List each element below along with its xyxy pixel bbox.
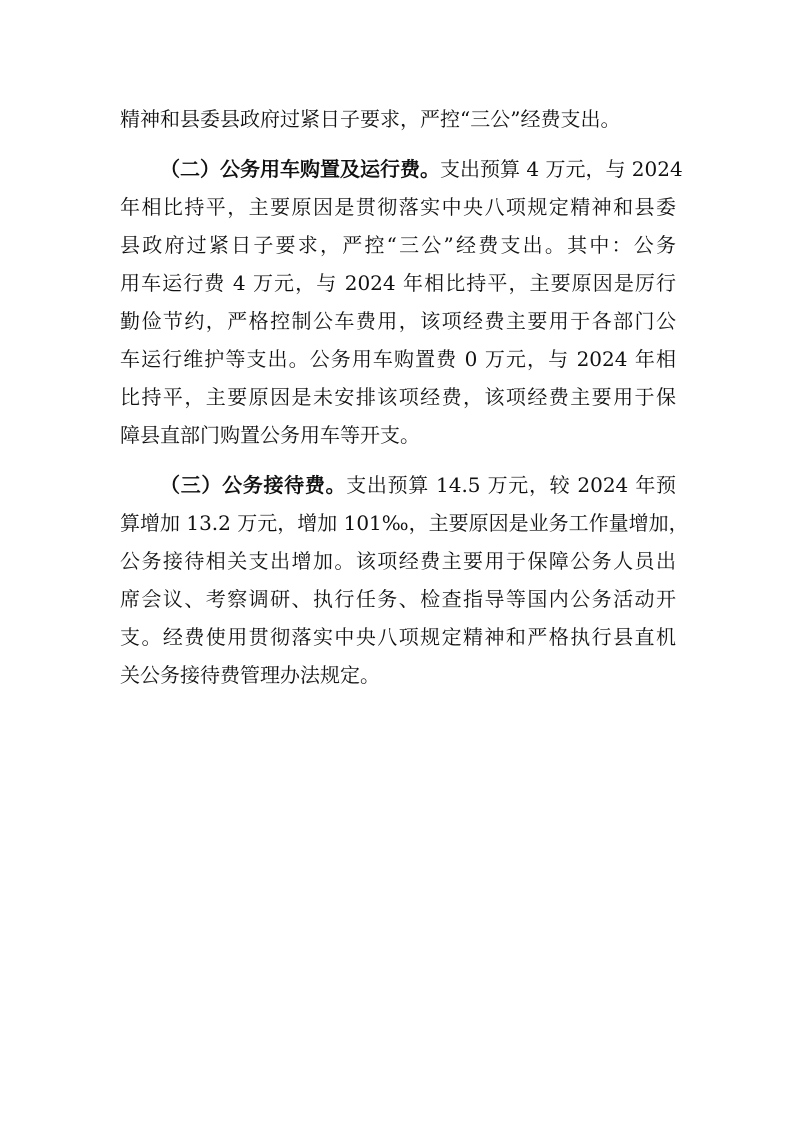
text-line: 比持平，主要原因是未安排该项经费，该项经费主要用于保 — [120, 385, 676, 409]
section-heading-3: （三）公务接待费。 — [160, 473, 347, 497]
text-line: 县政府过紧日子要求，严控“三公”经费支出。其中：公务 — [120, 233, 676, 257]
paragraph-1 — [120, 100, 676, 138]
text-line: 障县直部门购置公务用车等开支。 — [120, 423, 420, 447]
document-page — [120, 100, 689, 694]
text-span: 支出预算 14.5 万元，较 2024 年预 — [346, 473, 677, 497]
text-line: 关公务接待费管理办法规定。 — [120, 663, 380, 687]
text-line: 精神和县委县政府过紧日子要求，严控“三公”经费支出。 — [120, 107, 621, 131]
paragraph-gap — [120, 454, 676, 466]
section-heading-2: （二）公务用车购置及运行费。 — [160, 157, 440, 181]
text-line: 车运行维护等支出。公务用车购置费 0 万元，与 2024 年相 — [120, 347, 676, 371]
text-line: 席会议、考察调研、执行任务、检查指导等国内公务活动开 — [120, 587, 676, 611]
text-line: 算增加 13.2 万元，增加 101‰，主要原因是业务工作量增加， — [120, 511, 689, 535]
text-line: 公务接待相关支出增加。该项经费主要用于保障公务人员出 — [120, 549, 676, 573]
paragraph-gap — [120, 138, 676, 150]
text-line: 用车运行费 4 万元，与 2024 年相比持平，主要原因是厉行 — [120, 271, 676, 295]
text-line: 支。经费使用贯彻落实中央八项规定精神和严格执行县直机 — [120, 625, 676, 649]
text-line: 勤俭节约，严格控制公车费用，该项经费主要用于各部门公 — [120, 309, 676, 333]
text-span: 支出预算 4 万元，与 2024 — [440, 157, 683, 181]
text-line: 年相比持平，主要原因是贯彻落实中央八项规定精神和县委 — [120, 195, 676, 219]
text-line — [120, 150, 683, 188]
paragraph-3 — [120, 466, 689, 694]
paragraph-2 — [120, 150, 683, 454]
text-line — [120, 466, 676, 504]
